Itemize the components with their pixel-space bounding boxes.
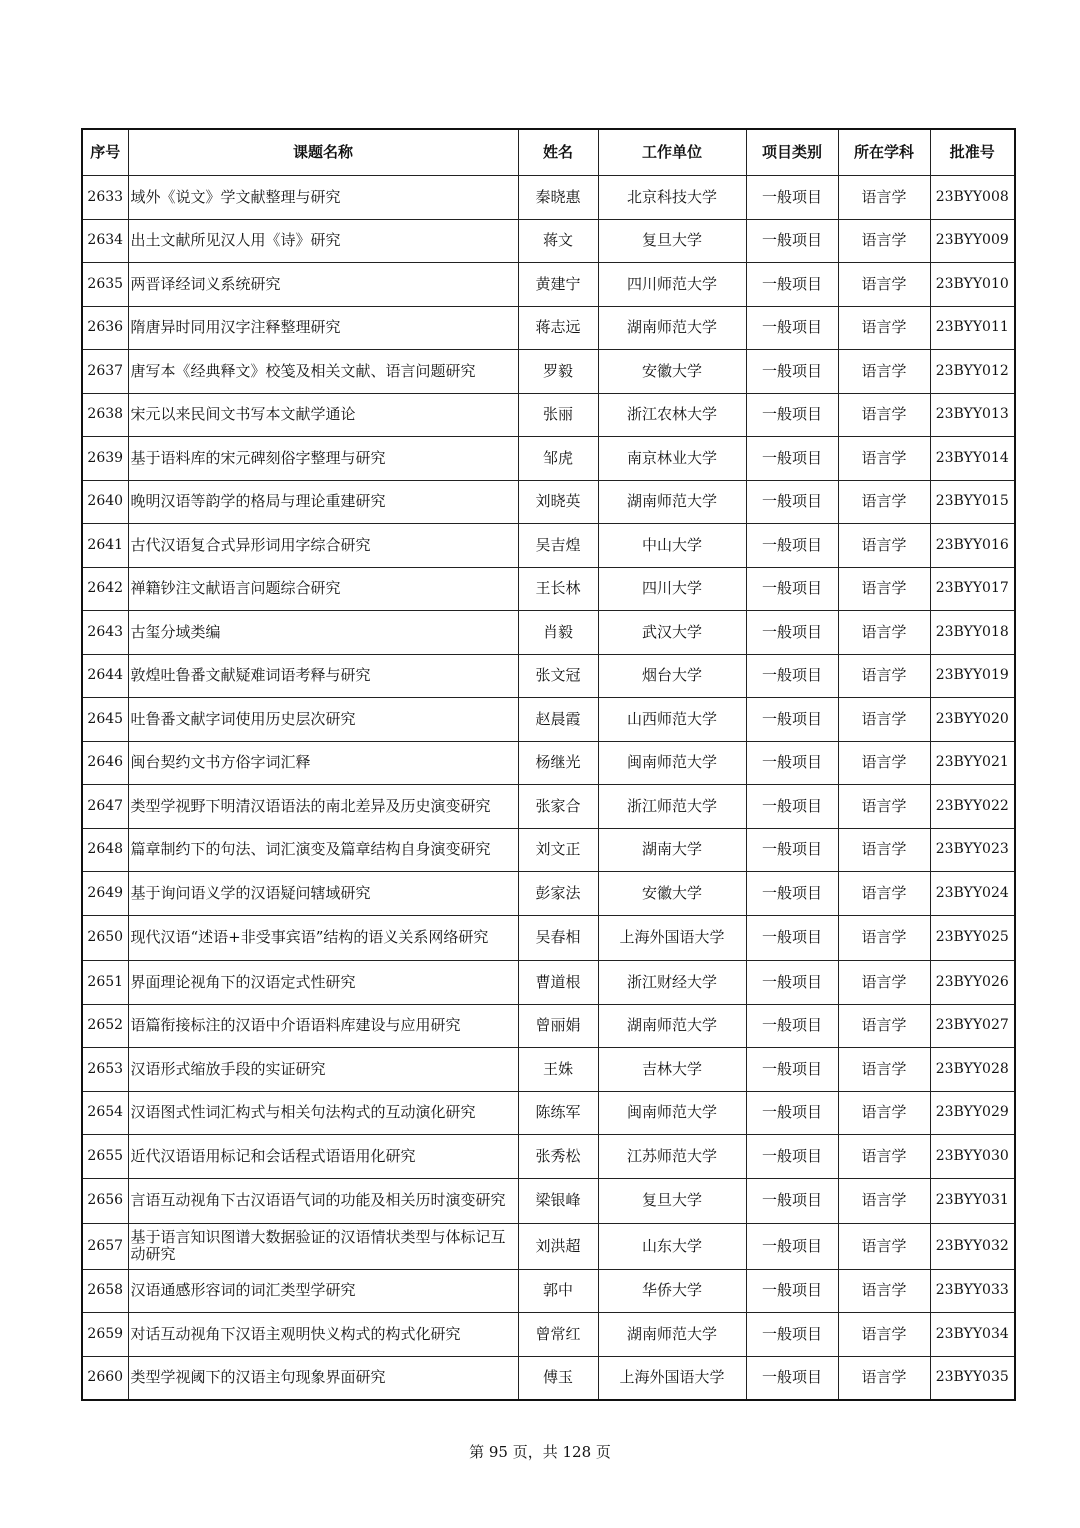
cell-unit: 四川大学 [598, 567, 746, 611]
cell-name: 张家合 [518, 785, 598, 829]
cell-name: 张文冠 [518, 654, 598, 698]
table-row [82, 1048, 1015, 1092]
cell-approval-no: 23BYY031 [930, 1178, 1015, 1224]
table-row [82, 785, 1015, 829]
cell-name: 蒋文 [518, 219, 598, 263]
cell-discipline: 语言学 [838, 176, 930, 220]
cell-category: 一般项目 [746, 306, 838, 350]
table-row [82, 437, 1015, 481]
cell-discipline: 语言学 [838, 567, 930, 611]
cell-unit: 中山大学 [598, 524, 746, 568]
header-category: 项目类别 [746, 129, 838, 176]
table-row [82, 1178, 1015, 1224]
cell-category: 一般项目 [746, 1004, 838, 1048]
cell-approval-no: 23BYY035 [930, 1356, 1015, 1400]
cell-discipline: 语言学 [838, 263, 930, 307]
cell-title: 基于语言知识图谱大数据验证的汉语情状类型与体标记互动研究 [128, 1224, 518, 1270]
cell-unit: 浙江农林大学 [598, 393, 746, 437]
cell-discipline: 语言学 [838, 350, 930, 394]
cell-approval-no: 23BYY014 [930, 437, 1015, 481]
cell-title: 类型学视阈下的汉语主句现象界面研究 [128, 1356, 518, 1400]
cell-category: 一般项目 [746, 785, 838, 829]
cell-category: 一般项目 [746, 915, 838, 961]
cell-seq: 2648 [82, 828, 128, 872]
cell-title: 晚明汉语等韵学的格局与理论重建研究 [128, 480, 518, 524]
cell-title: 出土文献所见汉人用《诗》研究 [128, 219, 518, 263]
cell-seq: 2633 [82, 176, 128, 220]
cell-seq: 2659 [82, 1313, 128, 1357]
cell-discipline: 语言学 [838, 654, 930, 698]
cell-title: 篇章制约下的句法、词汇演变及篇章结构自身演变研究 [128, 828, 518, 872]
cell-seq: 2643 [82, 611, 128, 655]
cell-title: 基于询问语义学的汉语疑问辖域研究 [128, 872, 518, 916]
cell-title: 隋唐异时同用汉字注释整理研究 [128, 306, 518, 350]
cell-discipline: 语言学 [838, 1224, 930, 1270]
cell-approval-no: 23BYY022 [930, 785, 1015, 829]
cell-category: 一般项目 [746, 1356, 838, 1400]
cell-unit: 湖南师范大学 [598, 1004, 746, 1048]
cell-name: 王长林 [518, 567, 598, 611]
cell-title: 近代汉语语用标记和会话程式语语用化研究 [128, 1135, 518, 1179]
cell-name: 梁银峰 [518, 1178, 598, 1224]
cell-title: 唐写本《经典释文》校笺及相关文献、语言问题研究 [128, 350, 518, 394]
cell-seq: 2655 [82, 1135, 128, 1179]
cell-discipline: 语言学 [838, 437, 930, 481]
cell-seq: 2642 [82, 567, 128, 611]
cell-approval-no: 23BYY025 [930, 915, 1015, 961]
cell-name: 秦晓惠 [518, 176, 598, 220]
cell-approval-no: 23BYY028 [930, 1048, 1015, 1092]
cell-unit: 烟台大学 [598, 654, 746, 698]
cell-category: 一般项目 [746, 698, 838, 742]
cell-approval-no: 23BYY034 [930, 1313, 1015, 1357]
header-seq: 序号 [82, 129, 128, 176]
cell-unit: 安徽大学 [598, 872, 746, 916]
cell-category: 一般项目 [746, 524, 838, 568]
cell-seq: 2652 [82, 1004, 128, 1048]
cell-approval-no: 23BYY032 [930, 1224, 1015, 1270]
table-body [82, 176, 1015, 1401]
cell-seq: 2658 [82, 1269, 128, 1313]
cell-name: 杨继光 [518, 741, 598, 785]
cell-discipline: 语言学 [838, 1004, 930, 1048]
cell-name: 张秀松 [518, 1135, 598, 1179]
project-table [81, 128, 1016, 1401]
cell-approval-no: 23BYY010 [930, 263, 1015, 307]
cell-title: 敦煌吐鲁番文献疑难词语考释与研究 [128, 654, 518, 698]
cell-unit: 上海外国语大学 [598, 1356, 746, 1400]
cell-title: 汉语通感形容词的词汇类型学研究 [128, 1269, 518, 1313]
cell-discipline: 语言学 [838, 872, 930, 916]
cell-name: 陈练军 [518, 1091, 598, 1135]
header-name: 姓名 [518, 129, 598, 176]
cell-seq: 2645 [82, 698, 128, 742]
cell-name: 刘洪超 [518, 1224, 598, 1270]
cell-name: 吴春相 [518, 915, 598, 961]
cell-unit: 武汉大学 [598, 611, 746, 655]
table-row [82, 961, 1015, 1005]
cell-name: 吴吉煌 [518, 524, 598, 568]
cell-title: 域外《说文》学文献整理与研究 [128, 176, 518, 220]
cell-unit: 复旦大学 [598, 1178, 746, 1224]
cell-title: 宋元以来民间文书写本文献学通论 [128, 393, 518, 437]
table-row [82, 654, 1015, 698]
cell-seq: 2635 [82, 263, 128, 307]
cell-name: 张丽 [518, 393, 598, 437]
cell-approval-no: 23BYY026 [930, 961, 1015, 1005]
cell-category: 一般项目 [746, 350, 838, 394]
cell-category: 一般项目 [746, 741, 838, 785]
cell-name: 傅玉 [518, 1356, 598, 1400]
cell-category: 一般项目 [746, 1048, 838, 1092]
cell-category: 一般项目 [746, 263, 838, 307]
cell-name: 邹虎 [518, 437, 598, 481]
cell-approval-no: 23BYY015 [930, 480, 1015, 524]
table-row [82, 1356, 1015, 1400]
cell-discipline: 语言学 [838, 1356, 930, 1400]
cell-unit: 华侨大学 [598, 1269, 746, 1313]
table-row [82, 350, 1015, 394]
cell-name: 郭中 [518, 1269, 598, 1313]
table-row [82, 1091, 1015, 1135]
table-row [82, 567, 1015, 611]
cell-unit: 湖南师范大学 [598, 306, 746, 350]
cell-name: 肖毅 [518, 611, 598, 655]
cell-title: 类型学视野下明清汉语语法的南北差异及历史演变研究 [128, 785, 518, 829]
table-row [82, 1313, 1015, 1357]
cell-approval-no: 23BYY008 [930, 176, 1015, 220]
table-row [82, 263, 1015, 307]
table-row [82, 480, 1015, 524]
cell-approval-no: 23BYY011 [930, 306, 1015, 350]
cell-approval-no: 23BYY018 [930, 611, 1015, 655]
cell-title: 基于语料库的宋元碑刻俗字整理与研究 [128, 437, 518, 481]
cell-category: 一般项目 [746, 1224, 838, 1270]
cell-approval-no: 23BYY017 [930, 567, 1015, 611]
cell-seq: 2660 [82, 1356, 128, 1400]
cell-unit: 浙江师范大学 [598, 785, 746, 829]
table-row [82, 828, 1015, 872]
table-row [82, 524, 1015, 568]
cell-name: 王姝 [518, 1048, 598, 1092]
cell-seq: 2636 [82, 306, 128, 350]
cell-approval-no: 23BYY027 [930, 1004, 1015, 1048]
table-row [82, 219, 1015, 263]
table-header-row [82, 129, 1015, 176]
table-row [82, 176, 1015, 220]
cell-seq: 2634 [82, 219, 128, 263]
table-row [82, 1224, 1015, 1270]
cell-title: 古代汉语复合式异形词用字综合研究 [128, 524, 518, 568]
cell-approval-no: 23BYY013 [930, 393, 1015, 437]
table-row [82, 915, 1015, 961]
cell-name: 曾常红 [518, 1313, 598, 1357]
cell-approval-no: 23BYY024 [930, 872, 1015, 916]
cell-discipline: 语言学 [838, 698, 930, 742]
table-row [82, 1135, 1015, 1179]
cell-discipline: 语言学 [838, 961, 930, 1005]
cell-unit: 闽南师范大学 [598, 741, 746, 785]
cell-discipline: 语言学 [838, 828, 930, 872]
table-row [82, 393, 1015, 437]
cell-discipline: 语言学 [838, 524, 930, 568]
cell-title: 闽台契约文书方俗字词汇释 [128, 741, 518, 785]
cell-approval-no: 23BYY009 [930, 219, 1015, 263]
cell-unit: 复旦大学 [598, 219, 746, 263]
cell-discipline: 语言学 [838, 1269, 930, 1313]
cell-title: 吐鲁番文献字词使用历史层次研究 [128, 698, 518, 742]
cell-unit: 湖南师范大学 [598, 480, 746, 524]
cell-title: 古玺分域类编 [128, 611, 518, 655]
cell-category: 一般项目 [746, 828, 838, 872]
cell-title: 界面理论视角下的汉语定式性研究 [128, 961, 518, 1005]
cell-approval-no: 23BYY016 [930, 524, 1015, 568]
cell-approval-no: 23BYY021 [930, 741, 1015, 785]
cell-name: 刘晓英 [518, 480, 598, 524]
cell-title: 现代汉语“述语+非受事宾语”结构的语义关系网络研究 [128, 915, 518, 961]
cell-title: 汉语形式缩放手段的实证研究 [128, 1048, 518, 1092]
cell-category: 一般项目 [746, 961, 838, 1005]
cell-name: 赵晨霞 [518, 698, 598, 742]
cell-seq: 2637 [82, 350, 128, 394]
cell-title: 言语互动视角下古汉语语气词的功能及相关历时演变研究 [128, 1178, 518, 1224]
cell-category: 一般项目 [746, 437, 838, 481]
cell-discipline: 语言学 [838, 1313, 930, 1357]
table-row [82, 1004, 1015, 1048]
table-row [82, 698, 1015, 742]
cell-approval-no: 23BYY019 [930, 654, 1015, 698]
cell-name: 蒋志远 [518, 306, 598, 350]
cell-discipline: 语言学 [838, 219, 930, 263]
table-row [82, 306, 1015, 350]
cell-seq: 2653 [82, 1048, 128, 1092]
cell-unit: 四川师范大学 [598, 263, 746, 307]
cell-unit: 吉林大学 [598, 1048, 746, 1092]
cell-seq: 2649 [82, 872, 128, 916]
table-row [82, 611, 1015, 655]
cell-seq: 2657 [82, 1224, 128, 1270]
cell-discipline: 语言学 [838, 393, 930, 437]
cell-seq: 2647 [82, 785, 128, 829]
cell-unit: 湖南师范大学 [598, 1313, 746, 1357]
cell-discipline: 语言学 [838, 1048, 930, 1092]
cell-seq: 2638 [82, 393, 128, 437]
cell-category: 一般项目 [746, 393, 838, 437]
cell-unit: 山东大学 [598, 1224, 746, 1270]
header-discipline: 所在学科 [838, 129, 930, 176]
cell-seq: 2654 [82, 1091, 128, 1135]
cell-category: 一般项目 [746, 176, 838, 220]
header-title: 课题名称 [128, 129, 518, 176]
cell-title: 汉语图式性词汇构式与相关句法构式的互动演化研究 [128, 1091, 518, 1135]
cell-approval-no: 23BYY020 [930, 698, 1015, 742]
table-row [82, 741, 1015, 785]
cell-discipline: 语言学 [838, 915, 930, 961]
cell-category: 一般项目 [746, 872, 838, 916]
cell-discipline: 语言学 [838, 785, 930, 829]
cell-category: 一般项目 [746, 654, 838, 698]
cell-seq: 2644 [82, 654, 128, 698]
cell-category: 一般项目 [746, 611, 838, 655]
cell-title: 语篇衔接标注的汉语中介语语料库建设与应用研究 [128, 1004, 518, 1048]
cell-name: 曹道根 [518, 961, 598, 1005]
cell-name: 刘文正 [518, 828, 598, 872]
cell-category: 一般项目 [746, 567, 838, 611]
cell-approval-no: 23BYY033 [930, 1269, 1015, 1313]
header-unit: 工作单位 [598, 129, 746, 176]
cell-name: 罗毅 [518, 350, 598, 394]
cell-title: 禅籍钞注文献语言问题综合研究 [128, 567, 518, 611]
cell-category: 一般项目 [746, 1091, 838, 1135]
cell-discipline: 语言学 [838, 306, 930, 350]
header-approval-no: 批准号 [930, 129, 1015, 176]
cell-unit: 山西师范大学 [598, 698, 746, 742]
cell-name: 曾丽娟 [518, 1004, 598, 1048]
cell-discipline: 语言学 [838, 741, 930, 785]
cell-unit: 南京林业大学 [598, 437, 746, 481]
cell-seq: 2639 [82, 437, 128, 481]
cell-seq: 2651 [82, 961, 128, 1005]
cell-category: 一般项目 [746, 219, 838, 263]
cell-seq: 2640 [82, 480, 128, 524]
table-row [82, 872, 1015, 916]
cell-discipline: 语言学 [838, 611, 930, 655]
cell-discipline: 语言学 [838, 480, 930, 524]
cell-title: 两晋译经词义系统研究 [128, 263, 518, 307]
cell-seq: 2641 [82, 524, 128, 568]
cell-category: 一般项目 [746, 1178, 838, 1224]
cell-name: 彭家法 [518, 872, 598, 916]
cell-category: 一般项目 [746, 480, 838, 524]
cell-name: 黄建宁 [518, 263, 598, 307]
cell-category: 一般项目 [746, 1269, 838, 1313]
cell-unit: 江苏师范大学 [598, 1135, 746, 1179]
cell-unit: 浙江财经大学 [598, 961, 746, 1005]
cell-unit: 上海外国语大学 [598, 915, 746, 961]
table-row [82, 1269, 1015, 1313]
cell-approval-no: 23BYY012 [930, 350, 1015, 394]
cell-unit: 湖南大学 [598, 828, 746, 872]
cell-seq: 2650 [82, 915, 128, 961]
cell-seq: 2646 [82, 741, 128, 785]
cell-seq: 2656 [82, 1178, 128, 1224]
page-number: 第 95 页，共 128 页 [469, 1443, 611, 1461]
cell-title: 对话互动视角下汉语主观明快义构式的构式化研究 [128, 1313, 518, 1357]
cell-discipline: 语言学 [838, 1135, 930, 1179]
cell-discipline: 语言学 [838, 1091, 930, 1135]
cell-unit: 北京科技大学 [598, 176, 746, 220]
cell-discipline: 语言学 [838, 1178, 930, 1224]
cell-approval-no: 23BYY029 [930, 1091, 1015, 1135]
cell-unit: 安徽大学 [598, 350, 746, 394]
cell-unit: 闽南师范大学 [598, 1091, 746, 1135]
cell-category: 一般项目 [746, 1313, 838, 1357]
cell-approval-no: 23BYY023 [930, 828, 1015, 872]
cell-approval-no: 23BYY030 [930, 1135, 1015, 1179]
cell-category: 一般项目 [746, 1135, 838, 1179]
